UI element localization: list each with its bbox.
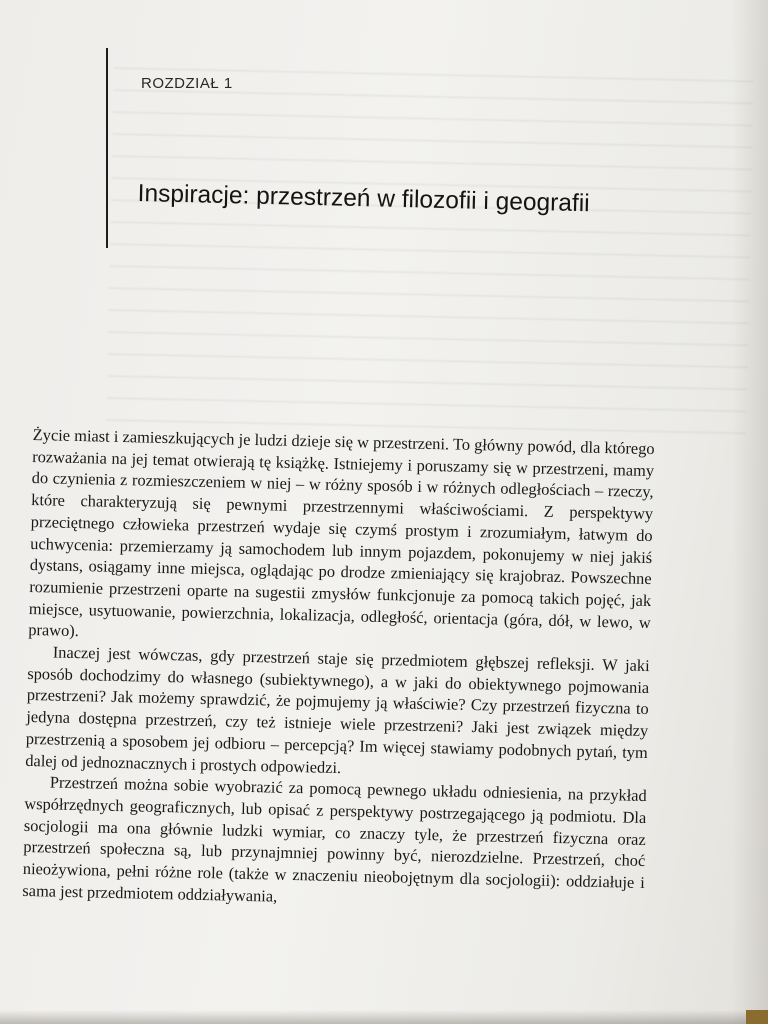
page-edge-shadow <box>732 0 768 1024</box>
chapter-title: Inspiracje: przestrzeń w filozofii i geografii <box>137 180 590 218</box>
book-edge-corner <box>746 1010 768 1024</box>
show-through-text <box>106 53 754 436</box>
chapter-label: ROZDZIAŁ 1 <box>141 75 233 92</box>
paragraph: Przestrzeń można sobie wyobrazić za pomocą pewnego układu odniesienia, na przykład współrzędnych geograficznych, lub opisać z perspektywy postrzegającego ją podmiotu. Dla socjologii ma ona głównie ludzki wymiar, co znaczy tyle, że przestrzeń fizyczna oraz przestrzeń społeczna są, lub przynajmniej powinny być, nierozdzielne. Przestrzeń, choć nieożywiona, pełni różne role (także w znaczeniu nieobojętnym dla socjologii): oddziałuje i sama jest przedmiotem oddziaływania, <box>22 772 647 906</box>
body-text <box>22 424 655 915</box>
paragraph: Inaczej jest wówczas, gdy przestrzeń staje się przedmiotem głębszej refleksji. W jaki sposób dochodzimy do własnego (subiektywnego), a w jaki do obiektywnego pojmowania przestrzeni? Jak możemy sprawdzić, że pojmujemy ją właściwie? Czy przestrzeń fizyczna to jedyna dostępna przestrzeń, czy też istnieje wiele przestrzeni? Jaki jest związek między przestrzenią a sposobem jej odbioru – percepcją? Im więcej stawiamy podobnych pytań, tym dalej od jednoznacznych i prostych odpowiedzi. <box>25 642 650 777</box>
page-bottom-shadow <box>0 1010 768 1024</box>
chapter-vertical-rule <box>106 48 108 248</box>
paragraph: Życie miast i zamieszkujących je ludzi dzieje się w przestrzeni. To główny powód, dla którego rozważania na jej temat otwierają tę książkę. Istniejemy i poruszamy się w przestrzeni, mamy do czynienia z rozmieszczeniem w niej – w różny sposób i w różnych odległościach – rzeczy, które charakteryzują się pewnymi przestrzennymi właściwościami. Z perspektywy przeciętnego człowieka przestrzeń wydaje się czymś prostym i zrozumiałym, łatwym do uchwycenia: przemierzamy ją samochodem lub innym pojazdem, pokonujemy w niej jakiś dystans, osiągamy inne miejsca, oglądając po drodze zmieniający się krajobraz. Powszechne rozumienie przestrzeni oparte na sugestii zmysłów funkcjonuje za pomocą takich pojęć, jak miejsce, usytuowanie, powierzchnia, lokalizacja, odległość, orientacja (góra, dół, w lewo, w prawo). <box>28 424 655 641</box>
